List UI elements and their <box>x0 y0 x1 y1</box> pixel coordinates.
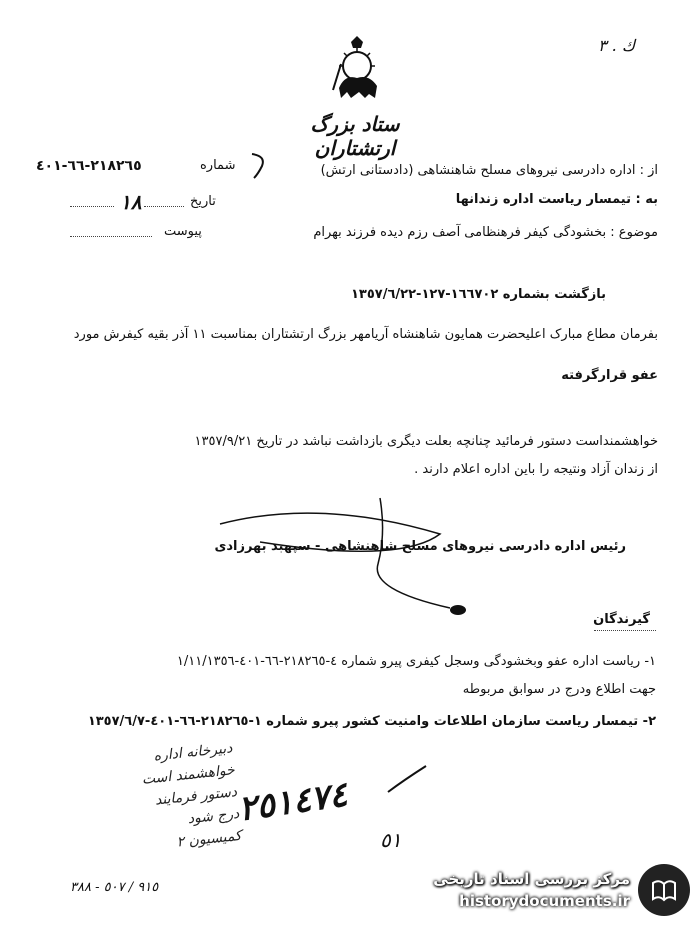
date-row <box>70 192 230 214</box>
margin-note-line: دبیرخانه اداره <box>152 740 234 765</box>
date-label: تاریخ <box>190 194 216 209</box>
handwritten-initial: ٥١ <box>380 828 402 852</box>
attachment-row <box>70 224 230 244</box>
attachment-label: پیوست <box>164 224 202 239</box>
recipients-underline <box>594 630 656 631</box>
watermark-title: مرکز بررسی اسناد تاریخی <box>433 870 630 888</box>
bottom-stamp: ٩١٥ / ٥٠٧ - ٣٨٨ <box>70 880 159 895</box>
date-dotted-line <box>70 206 114 207</box>
margin-note-line: کمیسیون ٢ <box>175 827 243 851</box>
lion-and-sun-emblem-icon <box>325 36 389 102</box>
date-value: ١٨ <box>120 190 142 214</box>
paragraph-2-line-1: خواهشمنداست دستور فرمائید چنانچه بعلت دیگری بازداشت نباشد در تاریخ ١٣٥٧/٩/٢١ <box>194 434 658 449</box>
date-dotted-line-2 <box>144 206 184 207</box>
signature-title: رئیس اداره دادرسی نیروهای مسلح شاهنشاهی - سپهبد بهرزادی <box>214 539 626 554</box>
margin-note-line: دستور فرمایند <box>154 784 238 809</box>
paragraph-1-line-1: بفرمان مطاع مبارک اعلیحضرت همایون شاهنشاه آریامهر بزرگ ارتشتاران بمناسبت ١١ آذر بقیه کیفرش مورد <box>73 327 658 342</box>
margin-note-line: خواهشمند است <box>141 762 236 788</box>
recipient-2: ٢- تیمسار ریاست سازمان اطلاعات وامنیت کشور پیرو شماره ١-٢١٨٢٦٥-٦٦-٤٠١-١٣٥٧/٦/٧ <box>87 714 656 729</box>
number-row <box>36 156 236 178</box>
handwritten-mark-icon <box>248 150 270 180</box>
margin-note-line: درج شود <box>186 805 241 828</box>
signature-scribble-icon <box>200 494 480 624</box>
reference-number: بازگشت بشماره ١٦٦٧٠٢-١٢٧-١٣٥٧/٦/٢٢ <box>351 287 606 302</box>
attachment-dotted-line <box>70 236 152 237</box>
paragraph-1-line-2: عفو قرارگرفته <box>561 368 658 383</box>
recipient-1-line-1: ١- ریاست اداره عفو وبخشودگی وسجل کیفری پیرو شماره ٤-٢١٨٢٦٥-٦٦-٤٠١-١/١١/١٣٥٦ <box>176 654 656 669</box>
subject-field: موضوع : بخشودگی کیفر فرهنظامی آصف رزم دیده فرزند بهرام <box>313 225 658 240</box>
handwritten-tick-icon <box>384 762 430 802</box>
handwritten-number: ٢٥١٤٧٤ <box>235 774 350 830</box>
recipients-heading: گیرندگان <box>593 612 650 627</box>
handwritten-margin-note <box>22 737 243 878</box>
number-label: شماره <box>200 158 236 173</box>
page-code: ك . ٣ <box>598 36 636 55</box>
to-field: به : تیمسار ریاست اداره زندانها <box>455 192 658 207</box>
watermark-url: historydocuments.ir <box>459 892 630 910</box>
book-logo-icon <box>638 864 690 916</box>
recipient-1-line-2: جهت اطلاع ودرج در سوابق مربوطه <box>462 682 656 697</box>
paragraph-2-line-2: از زندان آزاد ونتیجه را باین اداره اعلام دارند . <box>414 462 658 477</box>
from-field: از : اداره دادرسی نیروهای مسلح شاهنشاهی (دادستانی ارتش) <box>320 163 658 178</box>
watermark <box>420 862 692 918</box>
number-value: ٢١٨٢٦٥-٦٦-٤٠١ <box>36 158 142 174</box>
organization-title: ستاد بزرگ ارتشتاران <box>310 112 400 160</box>
